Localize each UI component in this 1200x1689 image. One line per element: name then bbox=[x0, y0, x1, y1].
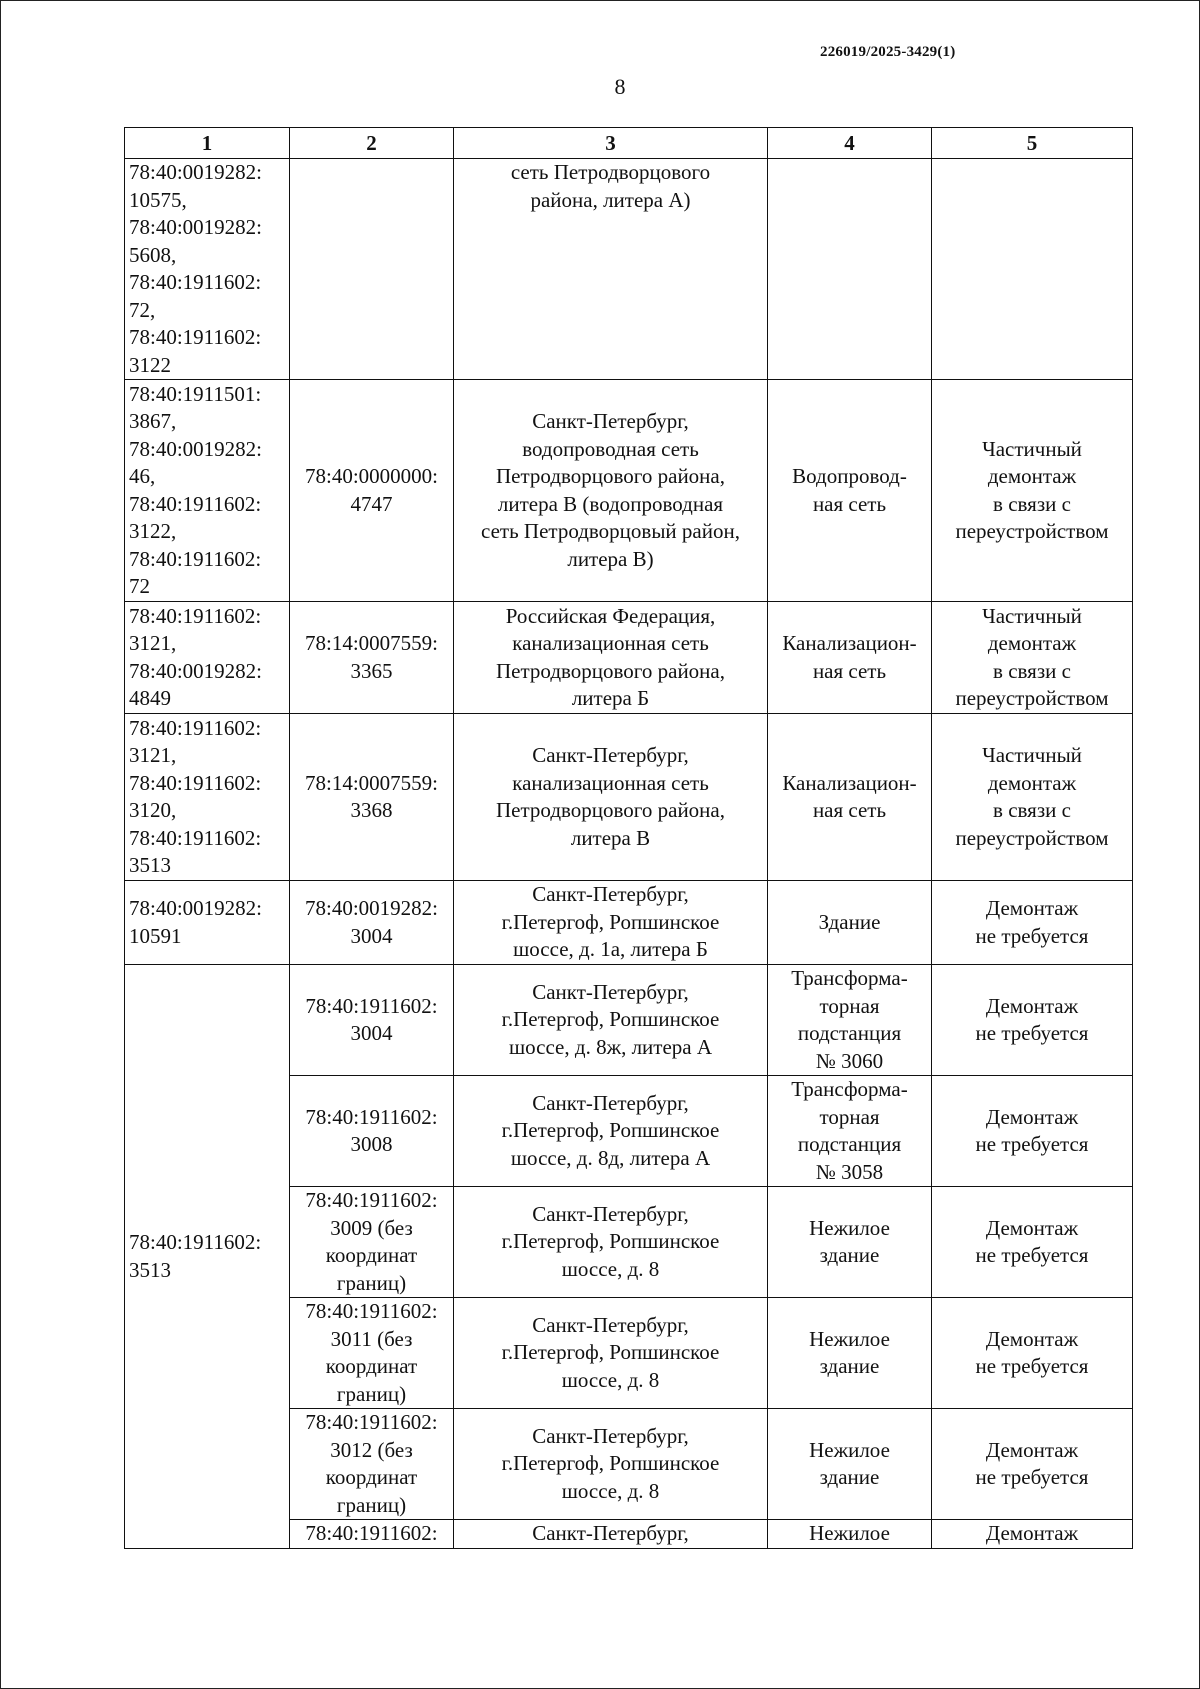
cadastral-object-cell: 78:40:1911602: bbox=[290, 1520, 454, 1549]
action-cell: Демонтаж не требуется bbox=[932, 1076, 1133, 1187]
table-row bbox=[125, 602, 1133, 714]
cadastral-land-cell: 78:40:0019282: 10591 bbox=[125, 881, 290, 965]
object-address-cell: Санкт-Петербург, г.Петергоф, Ропшинское шоссе, д. 8 bbox=[454, 1187, 768, 1298]
cadastral-object-cell: 78:40:0000000: 4747 bbox=[290, 380, 454, 602]
object-type-cell bbox=[768, 159, 932, 380]
table-row bbox=[125, 159, 1133, 380]
cadastral-land-cell: 78:40:1911602: 3513 bbox=[125, 965, 290, 1549]
object-address-cell: Санкт-Петербург, г.Петергоф, Ропшинское шоссе, д. 1а, литера Б bbox=[454, 881, 768, 965]
action-cell: Демонтаж не требуется bbox=[932, 881, 1133, 965]
column-header: 1 bbox=[125, 128, 290, 159]
object-type-cell: Канализацион- ная сеть bbox=[768, 714, 932, 881]
table-header-row bbox=[125, 128, 1133, 159]
table-row bbox=[125, 881, 1133, 965]
action-cell: Демонтаж не требуется bbox=[932, 1187, 1133, 1298]
object-address-cell: Санкт-Петербург, г.Петергоф, Ропшинское шоссе, д. 8 bbox=[454, 1298, 768, 1409]
object-address-cell: Санкт-Петербург, г.Петергоф, Ропшинское шоссе, д. 8 bbox=[454, 1409, 768, 1520]
object-type-cell: Нежилое bbox=[768, 1520, 932, 1549]
object-type-cell: Здание bbox=[768, 881, 932, 965]
object-address-cell: Санкт-Петербург, г.Петергоф, Ропшинское шоссе, д. 8д, литера А bbox=[454, 1076, 768, 1187]
column-header: 2 bbox=[290, 128, 454, 159]
cadastral-object-cell: 78:40:0019282: 3004 bbox=[290, 881, 454, 965]
cadastral-object-cell: 78:40:1911602: 3008 bbox=[290, 1076, 454, 1187]
action-cell: Частичный демонтаж в связи с переустройством bbox=[932, 602, 1133, 714]
object-address-cell: Санкт-Петербург, г.Петергоф, Ропшинское шоссе, д. 8ж, литера А bbox=[454, 965, 768, 1076]
object-address-cell: сеть Петродворцового района, литера А) bbox=[454, 159, 768, 380]
cadastral-object-cell bbox=[290, 159, 454, 380]
table-row bbox=[125, 965, 1133, 1076]
object-address-cell: Санкт-Петербург, водопроводная сеть Петродворцового района, литера В (водопроводная сеть Петродворцовый район, литера В) bbox=[454, 380, 768, 602]
object-address-cell: Санкт-Петербург, bbox=[454, 1520, 768, 1549]
cadastral-object-cell: 78:14:0007559: 3368 bbox=[290, 714, 454, 881]
column-header: 5 bbox=[932, 128, 1133, 159]
table-row bbox=[125, 714, 1133, 881]
cadastral-object-cell: 78:14:0007559: 3365 bbox=[290, 602, 454, 714]
object-type-cell: Нежилое здание bbox=[768, 1298, 932, 1409]
cadastral-land-cell: 78:40:1911602: 3121, 78:40:1911602: 3120, 78:40:1911602: 3513 bbox=[125, 714, 290, 881]
document-reference-number: 226019/2025-3429(1) bbox=[820, 44, 956, 60]
cadastral-land-cell: 78:40:1911602: 3121, 78:40:0019282: 4849 bbox=[125, 602, 290, 714]
object-type-cell: Канализацион- ная сеть bbox=[768, 602, 932, 714]
column-header: 3 bbox=[454, 128, 768, 159]
object-address-cell: Санкт-Петербург, канализационная сеть Петродворцового района, литера В bbox=[454, 714, 768, 881]
action-cell bbox=[932, 159, 1133, 380]
object-address-cell: Российская Федерация, канализационная сеть Петродворцового района, литера Б bbox=[454, 602, 768, 714]
object-type-cell: Трансформа- торная подстанция № 3058 bbox=[768, 1076, 932, 1187]
page-number: 8 bbox=[614, 74, 626, 99]
action-cell: Демонтаж не требуется bbox=[932, 965, 1133, 1076]
action-cell: Частичный демонтаж в связи с переустройством bbox=[932, 380, 1133, 602]
cadastral-land-cell: 78:40:0019282: 10575, 78:40:0019282: 5608, 78:40:1911602: 72, 78:40:1911602: 3122 bbox=[125, 159, 290, 380]
cadastral-object-cell: 78:40:1911602: 3012 (без координат границ) bbox=[290, 1409, 454, 1520]
object-type-cell: Нежилое здание bbox=[768, 1409, 932, 1520]
cadastral-land-cell: 78:40:1911501: 3867, 78:40:0019282: 46, 78:40:1911602: 3122, 78:40:1911602: 72 bbox=[125, 380, 290, 602]
objects-table bbox=[124, 127, 1133, 1549]
action-cell: Демонтаж bbox=[932, 1520, 1133, 1549]
object-type-cell: Водопровод- ная сеть bbox=[768, 380, 932, 602]
table-row bbox=[125, 380, 1133, 602]
cadastral-object-cell: 78:40:1911602: 3011 (без координат границ) bbox=[290, 1298, 454, 1409]
object-type-cell: Трансформа- торная подстанция № 3060 bbox=[768, 965, 932, 1076]
action-cell: Демонтаж не требуется bbox=[932, 1298, 1133, 1409]
column-header: 4 bbox=[768, 128, 932, 159]
action-cell: Демонтаж не требуется bbox=[932, 1409, 1133, 1520]
cadastral-object-cell: 78:40:1911602: 3009 (без координат границ) bbox=[290, 1187, 454, 1298]
action-cell: Частичный демонтаж в связи с переустройством bbox=[932, 714, 1133, 881]
object-type-cell: Нежилое здание bbox=[768, 1187, 932, 1298]
cadastral-object-cell: 78:40:1911602: 3004 bbox=[290, 965, 454, 1076]
